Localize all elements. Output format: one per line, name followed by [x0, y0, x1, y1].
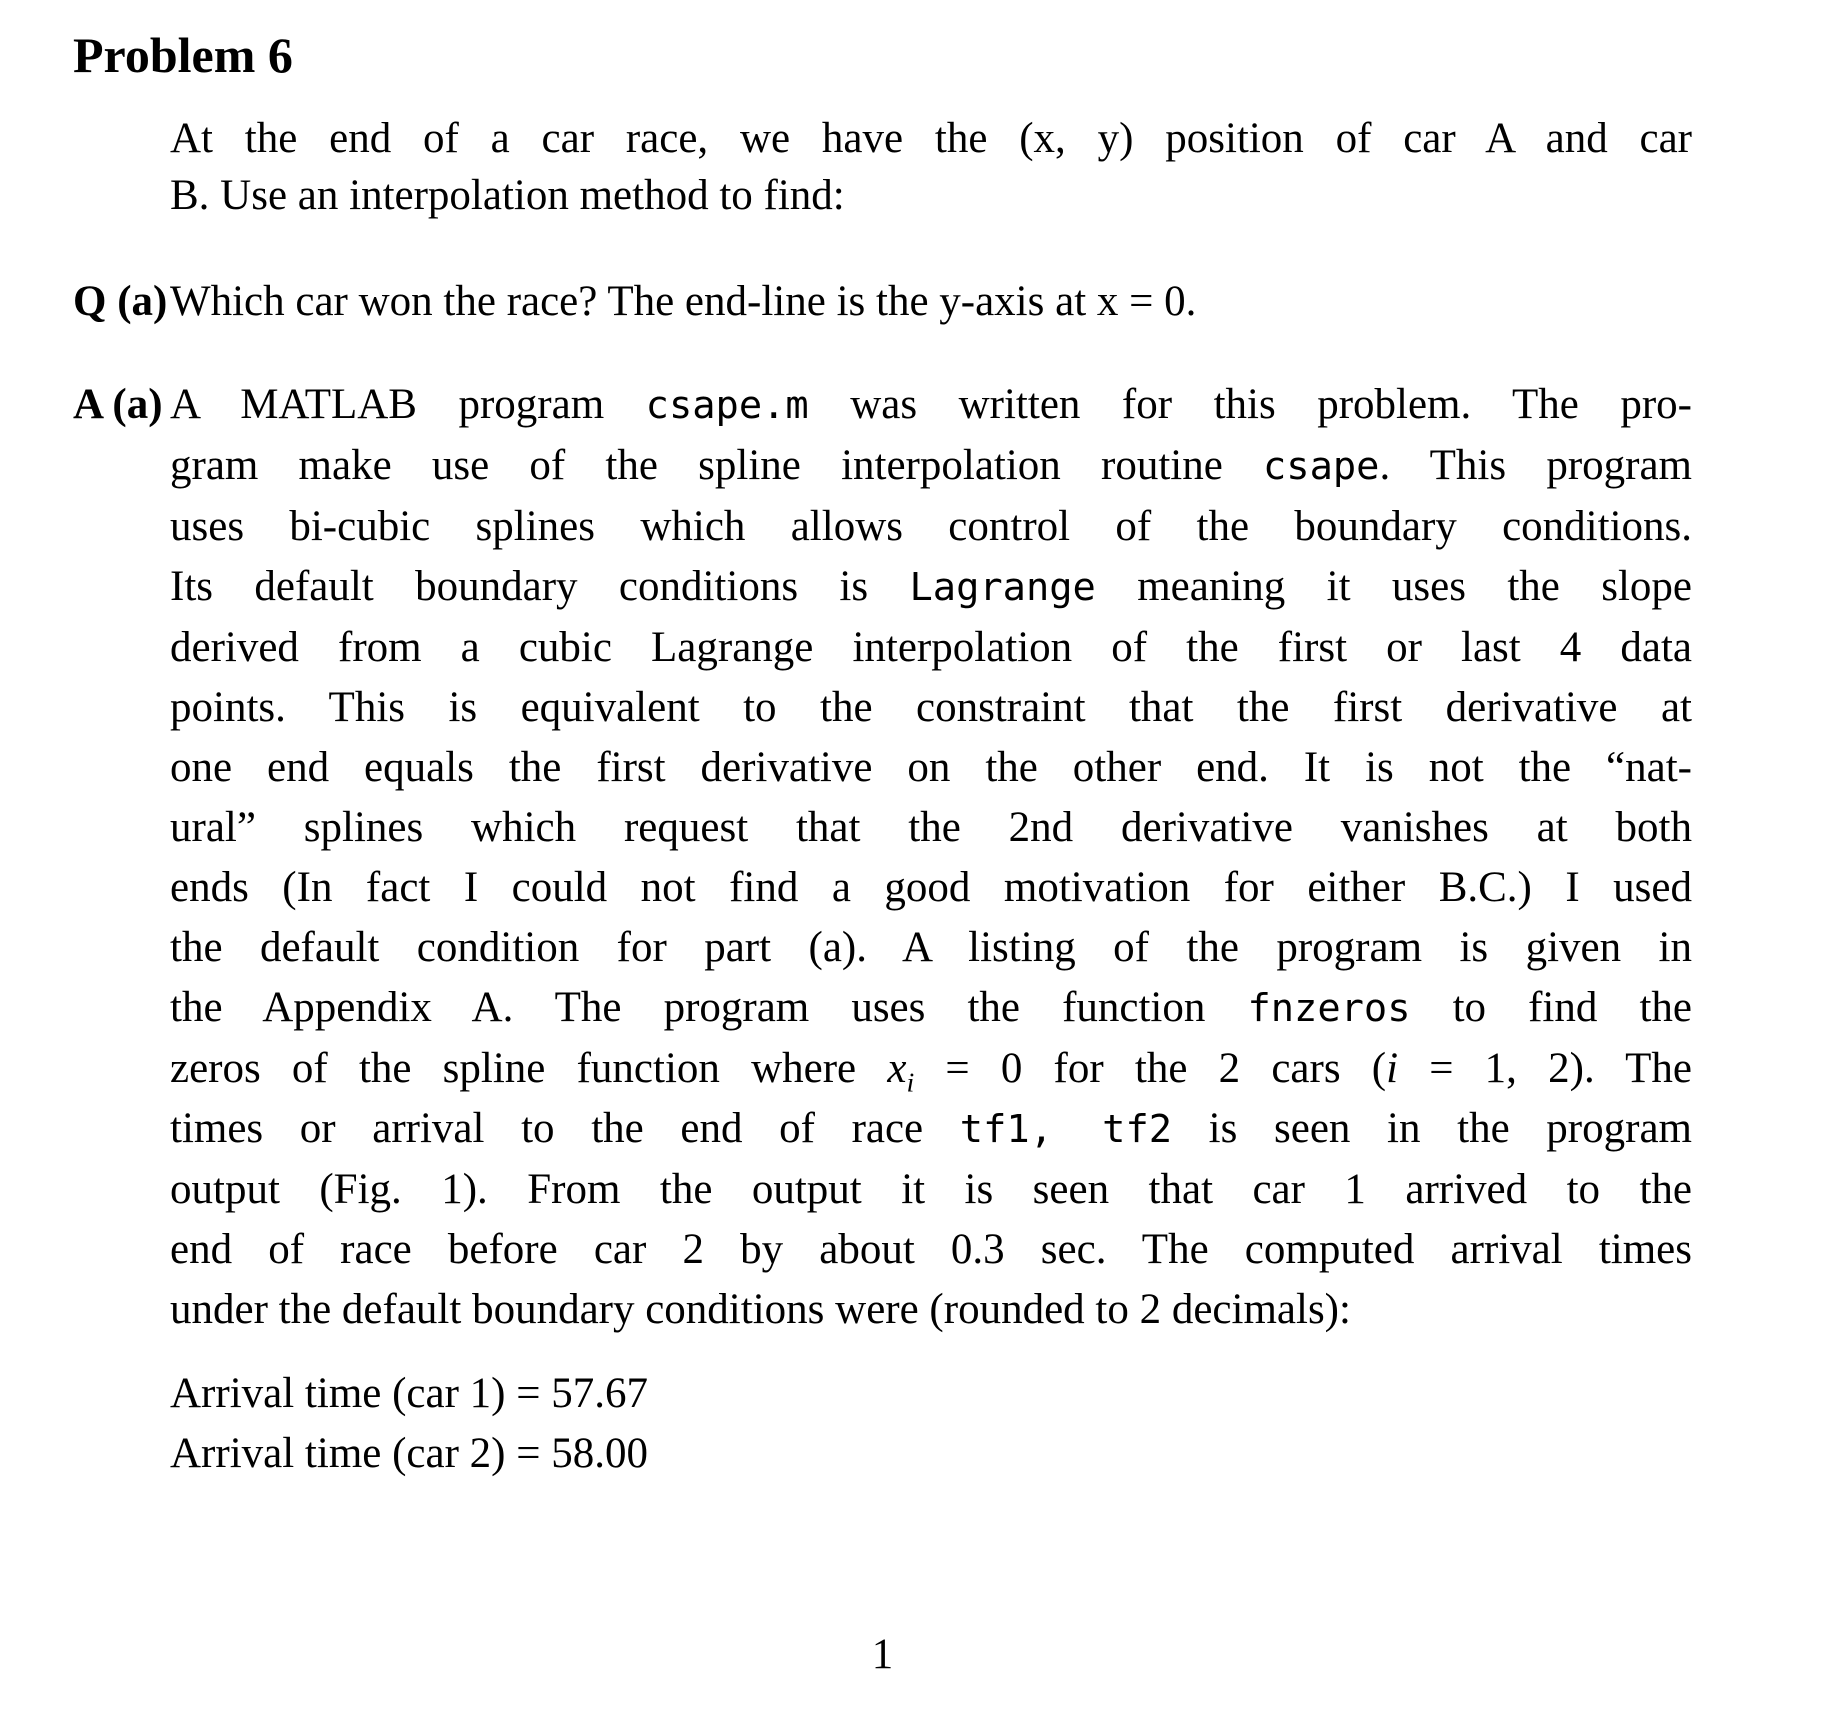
- text-line: [170, 436, 1692, 497]
- text-line: [170, 1424, 1692, 1484]
- text-line: [170, 618, 1692, 678]
- text-segment: Arrival time (car 2) = 58.00: [170, 1430, 648, 1477]
- text-segment: = 1, 2). The: [1398, 1045, 1692, 1092]
- text-line: [170, 1220, 1692, 1280]
- text-segment: uses bi-cubic splines which allows control of the boundary conditions.: [170, 503, 1692, 550]
- text-segment: x: [887, 1045, 907, 1092]
- text-segment: i: [906, 1067, 915, 1099]
- text-segment: Lagrange: [909, 565, 1096, 610]
- text-line: [170, 273, 1692, 330]
- page-number: 1: [871, 1631, 894, 1678]
- text-segment: to find the: [1410, 984, 1692, 1031]
- text-segment: i: [1386, 1045, 1399, 1092]
- text-segment: ends (In fact I could not find a good motivation for either B.C.) I used: [170, 864, 1692, 911]
- text-segment: is seen in the program: [1172, 1105, 1692, 1152]
- text-segment: meaning it uses the slope: [1095, 563, 1692, 610]
- text-segment: fnzeros: [1247, 986, 1411, 1031]
- text-line: [170, 1039, 1692, 1099]
- intro-paragraph: [170, 110, 1692, 224]
- arrival-times-block: [170, 1364, 1692, 1484]
- text-segment: tf1, tf2: [959, 1107, 1173, 1152]
- text-segment: = 0 for the 2 cars (: [914, 1045, 1387, 1092]
- text-segment: points. This is equivalent to the constraint that the first derivative at: [170, 684, 1692, 731]
- text-line: [170, 110, 1692, 167]
- text-line: [170, 858, 1692, 918]
- text-segment: A MATLAB program: [170, 381, 646, 428]
- text-line: [170, 978, 1692, 1039]
- text-segment: the default condition for part (a). A listing of the program is given in: [170, 924, 1692, 971]
- text-segment: At the end of a car race, we have the (x, y) position of car A and car: [170, 115, 1692, 162]
- text-line: [170, 497, 1692, 557]
- text-segment: gram make use of the spline interpolation routine: [170, 442, 1264, 489]
- text-segment: zeros of the spline function where: [170, 1045, 888, 1092]
- text-line: [170, 738, 1692, 798]
- text-line: [170, 678, 1692, 738]
- text-segment: Its default boundary conditions is: [170, 563, 910, 610]
- text-segment: csape: [1263, 444, 1380, 489]
- text-segment: output (Fig. 1). From the output it is seen that car 1 arrived to the: [170, 1166, 1692, 1213]
- text-line: [170, 1280, 1692, 1340]
- text-line: [170, 918, 1692, 978]
- question-item: [73, 273, 1692, 330]
- text-segment: ural” splines which request that the 2nd derivative vanishes at both: [170, 804, 1692, 851]
- text-segment: end of race before car 2 by about 0.3 sec. The computed arrival times: [170, 1226, 1692, 1273]
- text-segment: times or arrival to the end of race: [170, 1105, 960, 1152]
- text-line: [170, 375, 1692, 436]
- answer-label: A (a): [73, 381, 163, 428]
- text-line: [170, 167, 1692, 224]
- text-segment: one end equals the first derivative on the other end. It is not the “nat-: [170, 744, 1692, 791]
- text-segment: . This program: [1379, 442, 1692, 489]
- question-label: Q (a): [73, 278, 168, 325]
- problem-heading: Problem 6: [73, 27, 293, 83]
- text-segment: the Appendix A. The program uses the function: [170, 984, 1248, 1031]
- text-segment: derived from a cubic Lagrange interpolation of the first or last 4 data: [170, 624, 1692, 671]
- text-segment: under the default boundary conditions were (rounded to 2 decimals):: [170, 1286, 1351, 1333]
- text-segment: Arrival time (car 1) = 57.67: [170, 1370, 648, 1417]
- text-segment: csape.m: [645, 383, 809, 428]
- text-segment: Which car won the race? The end-line is the y-axis at x = 0.: [170, 278, 1197, 325]
- text-segment: was written for this problem. The pro-: [808, 381, 1692, 428]
- text-line: [170, 1099, 1692, 1160]
- text-segment: B. Use an interpolation method to find:: [170, 172, 845, 219]
- text-line: [170, 557, 1692, 618]
- text-line: [170, 1160, 1692, 1220]
- answer-item: [73, 375, 1692, 1340]
- text-line: [170, 1364, 1692, 1424]
- text-line: [170, 798, 1692, 858]
